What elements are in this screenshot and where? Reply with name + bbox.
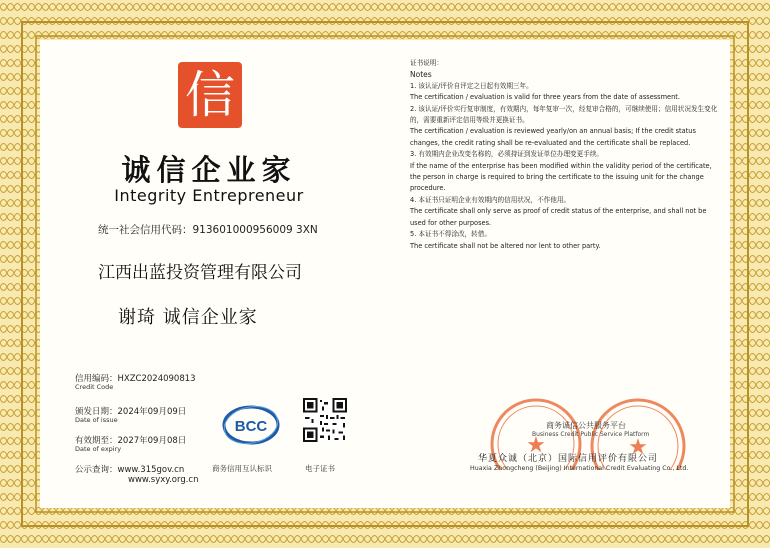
notes-header-en: Notes xyxy=(410,70,432,80)
issuer-platform-en: Business Credit Public Service Platform xyxy=(532,431,650,438)
query-url: 公示查询：www.315gov.cn xyxy=(75,465,185,475)
svg-text:★: ★ xyxy=(628,435,648,460)
expiry-date: 有效期至：2027年09月08日 xyxy=(75,436,187,446)
title-english: Integrity Entrepreneur xyxy=(114,186,304,205)
logo-icon: 信 xyxy=(178,62,242,128)
notes-line: 4. 本证书只证明企业有效期内的信用状况，不作他用。 xyxy=(410,195,571,204)
issue-date: 颁发日期：2024年09月09日 xyxy=(75,407,187,417)
cert-no-value: HXZC2024090813 xyxy=(117,374,196,384)
qr-code-icon[interactable] xyxy=(303,398,347,442)
notes-line: The certification / evaluation is valid for three years from the date of assessment. xyxy=(410,93,680,102)
notes-line: The certificate shall only serve as proof of credit status of the enterprise, and shall not be used for other purposes. xyxy=(410,207,707,227)
notes-line: 1. 该认证/评价自评定之日起有效期三年。 xyxy=(410,81,533,90)
company-name: 江西出蓝投资管理有限公司 xyxy=(98,263,302,283)
cert-no-en: Credit Code xyxy=(75,383,114,391)
notes-line: 5. 本证书不得涂改，转借。 xyxy=(410,230,491,239)
bcc-caption: 商务信用互认标识 xyxy=(212,464,272,473)
cert-no-label: 信用编码：HXZC2024090813 xyxy=(75,374,196,384)
notes-line: The certificate shall not be altered nor lent to other party. xyxy=(410,241,601,250)
notes-line: The certification / evaluation is reviewed yearly/on an annual basis; If the credit status changes, the credit rating shall be re-evaluated and the certificate shall be replaced. xyxy=(410,127,696,147)
issuer-platform-cn: 商务诚信公共服务平台 xyxy=(546,421,626,430)
certificate-notes xyxy=(410,58,720,252)
issuer-org-cn: 华夏众诚（北京）国际信用评价有限公司 xyxy=(478,454,659,464)
notes-line: 2. 该认证/评价实行复审制度，有效期内，每年复审一次，经复审合格的，可继续使用；信用状况发生变化的，需要重新评定信用等级并更换证书。 xyxy=(410,104,718,125)
notes-line: 3. 有效期内企业改变名称的，必须持证到发证单位办理变更手续。 xyxy=(410,150,604,159)
bcc-logo-icon xyxy=(222,404,280,446)
svg-text:★: ★ xyxy=(526,433,546,458)
expiry-date-en: Date of expiry xyxy=(75,445,122,453)
bcc-text: BCC xyxy=(234,418,268,435)
issue-date-en: Date of issue xyxy=(75,416,118,424)
issuer-org-en: Huaxia Zhongcheng (Beijing) International Credit Evaluating Co., Ltd. xyxy=(470,465,689,472)
query-url-2: www.syxy.org.cn xyxy=(128,475,199,485)
awardee-name: 谢琦 诚信企业家 xyxy=(118,307,258,328)
notes-header-cn: 证书说明： xyxy=(410,59,443,67)
notes-line: If the name of the enterprise has been modified within the validity period of the certificate, the person in charge is required to bring the certificate to the issuing unit for the change procedure. xyxy=(410,161,712,193)
qr-caption: 电子证书 xyxy=(305,464,335,473)
unified-credit-code: 统一社会信用代码：913601000956009 3XN xyxy=(98,224,318,236)
title-chinese: 诚信企业家 xyxy=(121,153,297,187)
